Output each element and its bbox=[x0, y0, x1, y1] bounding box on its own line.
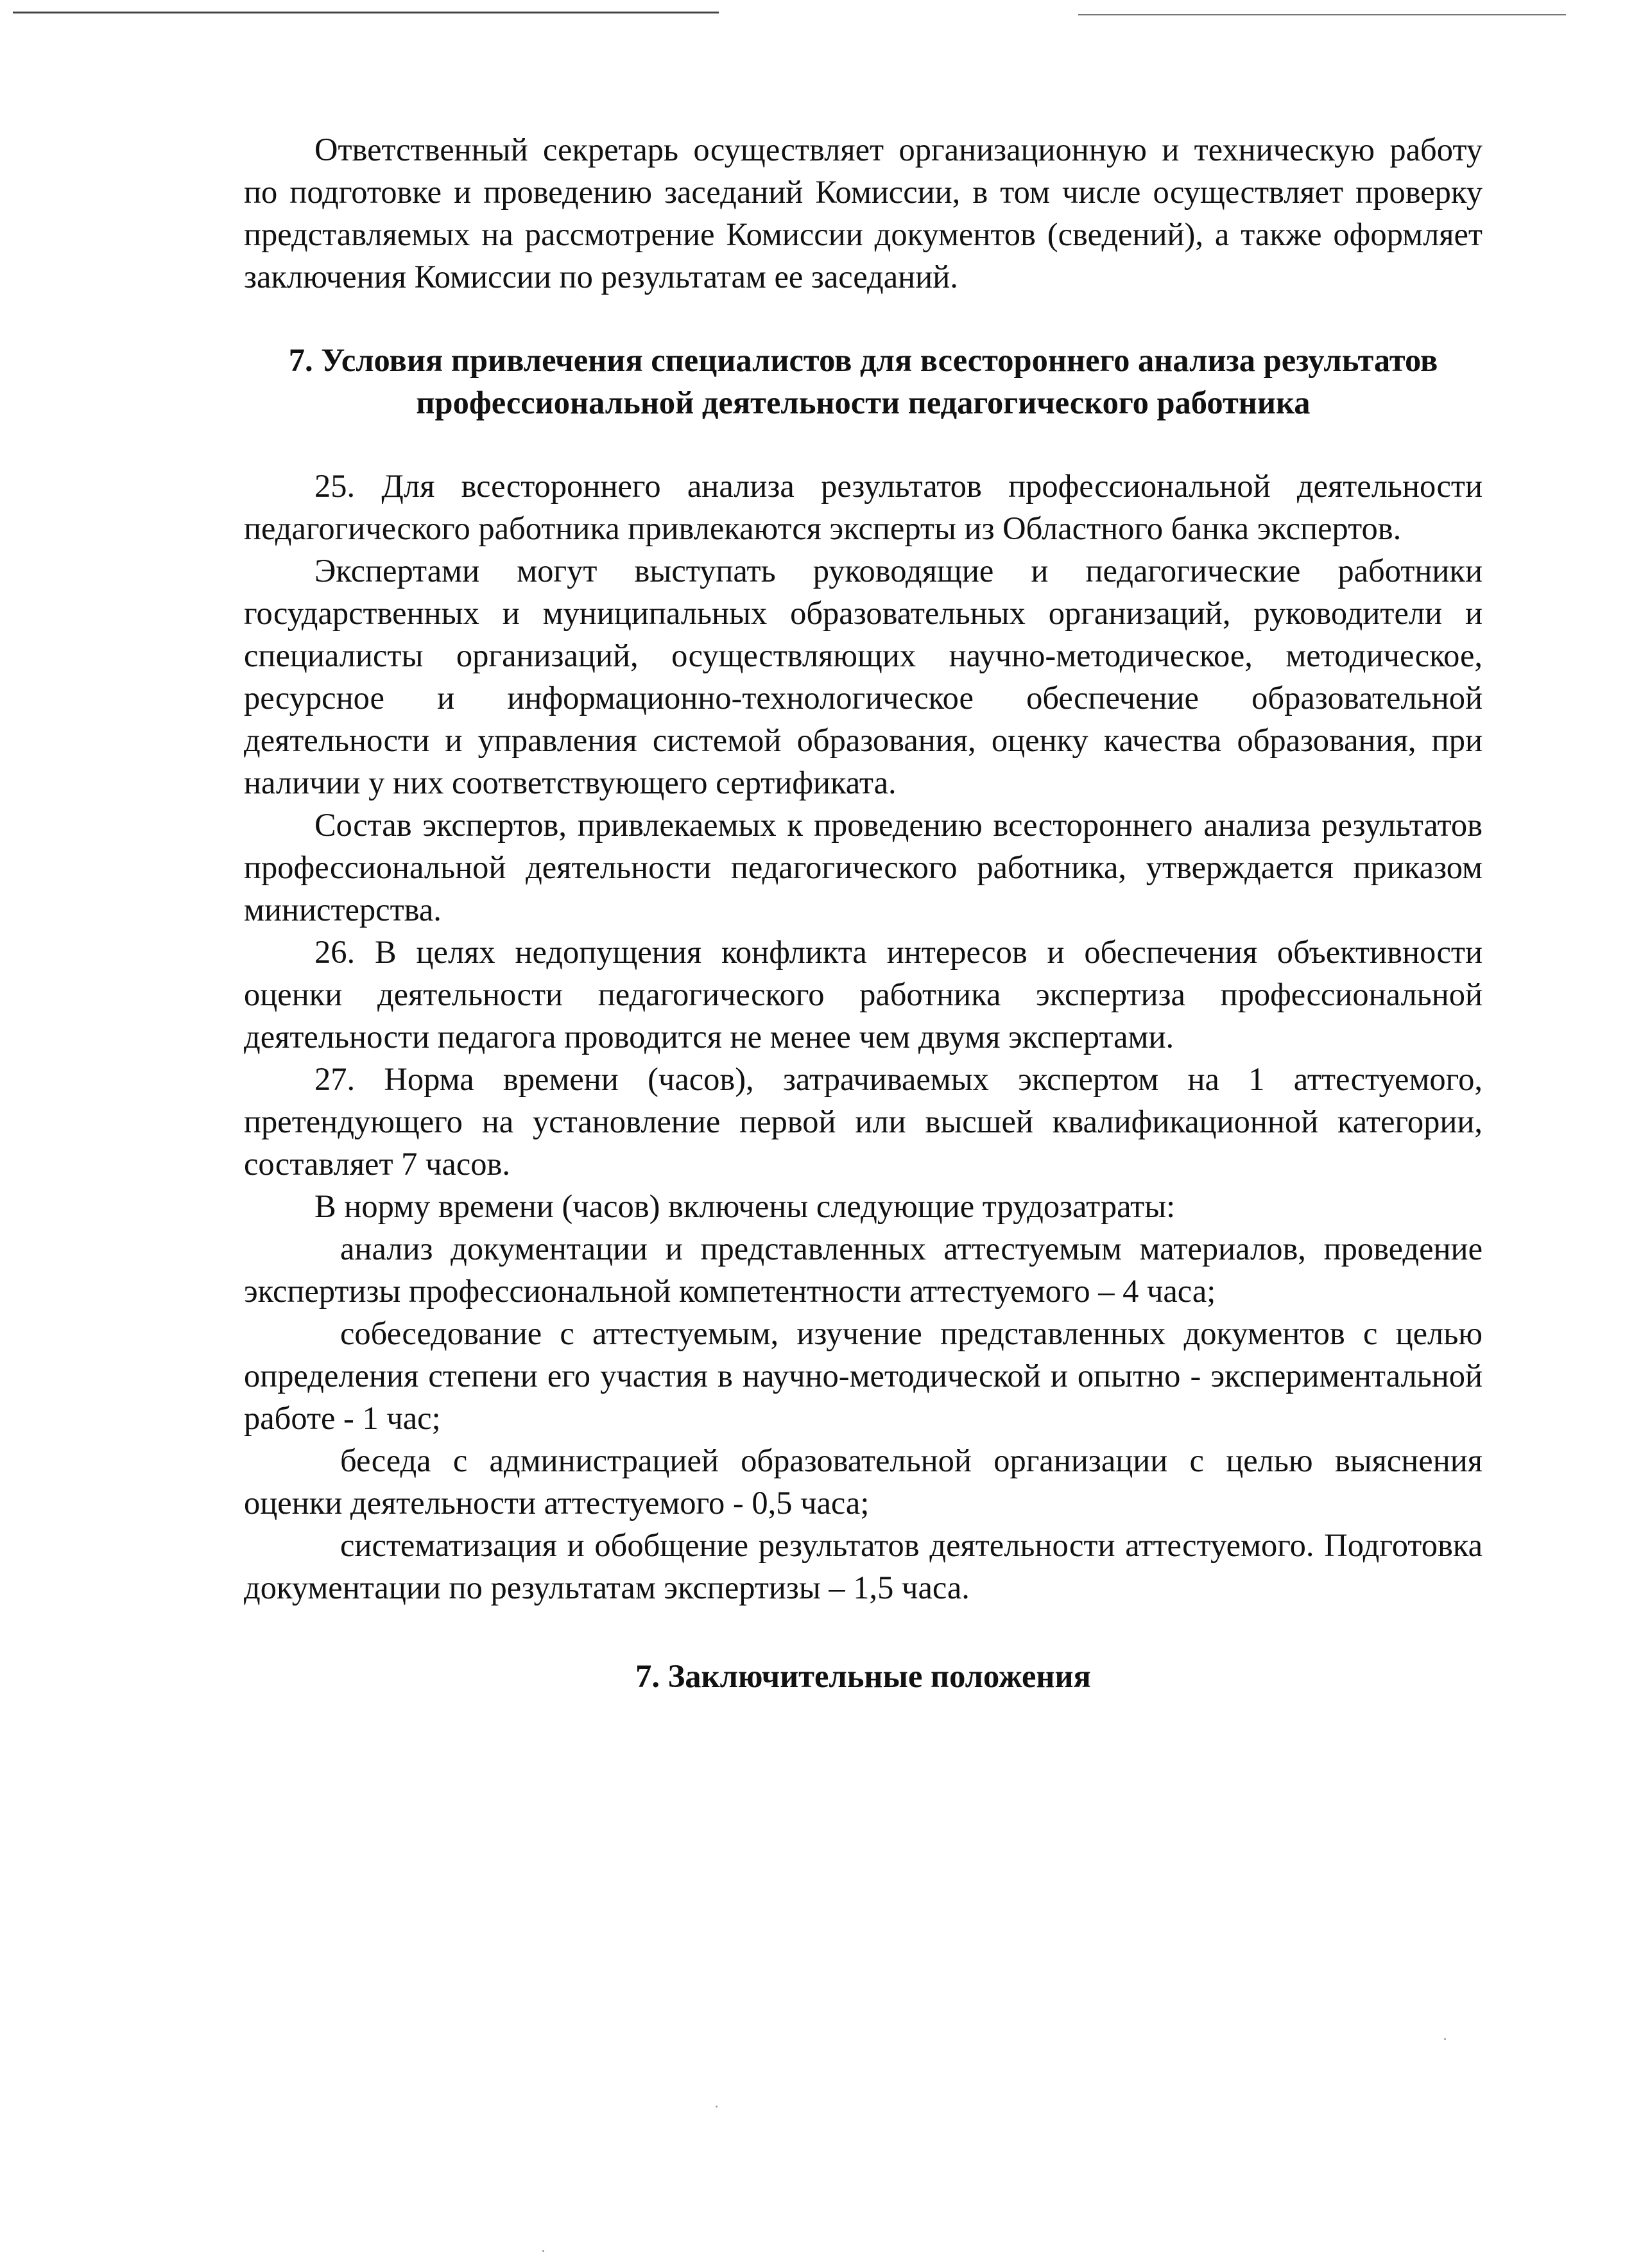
paragraph-25: 25. Для всестороннего анализа результатов профессиональной деятельности педагогического работника привлекаются эксперты из Областного банка экспертов. bbox=[244, 468, 1483, 546]
list-item-systematization: систематизация и обобщение результатов деятельности аттестуемого. Подготовка документации по результатам экспертизы – 1,5 часа. bbox=[244, 1527, 1483, 1606]
paragraph-27-norm: В норму времени (часов) включены следующие трудозатраты: bbox=[314, 1188, 1176, 1224]
scan-edge-line bbox=[13, 12, 719, 13]
paragraph-25-composition: Состав экспертов, привлекаемых к проведению всестороннего анализа результатов профессиональной деятельности педагогического работника, утверждается приказом министерства. bbox=[244, 807, 1483, 928]
paragraph-25-experts: Экспертами могут выступать руководящие и педагогические работники государственных и муниципальных образовательных организаций, руководители и специалисты организаций, осуществляющих научно-методическое, методическое, ресурсное и информационно-технологическое обеспечение образовательной деятельности и управления системой образования, оценку качества образования, при наличии у них соответствующего сертификата. bbox=[244, 553, 1483, 801]
scan-speck bbox=[716, 2106, 718, 2108]
list-item-interview: собеседование с аттестуемым, изучение представленных документов с целью определения степени его участия в научно-методической и опытно - экспериментальной работе - 1 час; bbox=[244, 1315, 1483, 1436]
spacer bbox=[244, 424, 1483, 465]
section-heading-final: 7. Заключительные положения bbox=[635, 1658, 1091, 1694]
section-heading-specialists: 7. Условия привлечения специалистов для всестороннего анализа результатов профессиональной деятельности педагогического работника bbox=[288, 342, 1438, 420]
list-item-conversation: беседа с администрацией образовательной организации с целью выяснения оценки деятельности аттестуемого - 0,5 часа; bbox=[244, 1442, 1483, 1521]
spacer bbox=[244, 298, 1483, 339]
spacer bbox=[244, 1609, 1483, 1655]
list-item-analysis: анализ документации и представленных аттестуемым материалов, проведение экспертизы профессиональной компетентности аттестуемого – 4 часа; bbox=[244, 1231, 1483, 1309]
paragraph-26: 26. В целях недопущения конфликта интересов и обеспечения объективности оценки деятельности педагогического работника экспертиза профессиональной деятельности педагога проводится не менее чем двумя экспертами. bbox=[244, 934, 1483, 1055]
paragraph-27: 27. Норма времени (часов), затрачиваемых экспертом на 1 аттестуемого, претендующего на установление первой или высшей квалификационной категории, составляет 7 часов. bbox=[244, 1061, 1483, 1182]
paragraph-secretary-duties: Ответственный секретарь осуществляет организационную и техническую работу по подготовке и проведению заседаний Комиссии, в том числе осуществляет проверку представляемых на рассмотрение Комиссии документов (сведений), а также оформляет заключения Комиссии по результатам ее заседаний. bbox=[244, 132, 1483, 295]
scan-speck bbox=[542, 2250, 544, 2252]
scan-edge-line bbox=[1078, 14, 1566, 15]
document-page bbox=[244, 128, 1483, 1697]
scan-speck bbox=[1444, 2038, 1446, 2040]
